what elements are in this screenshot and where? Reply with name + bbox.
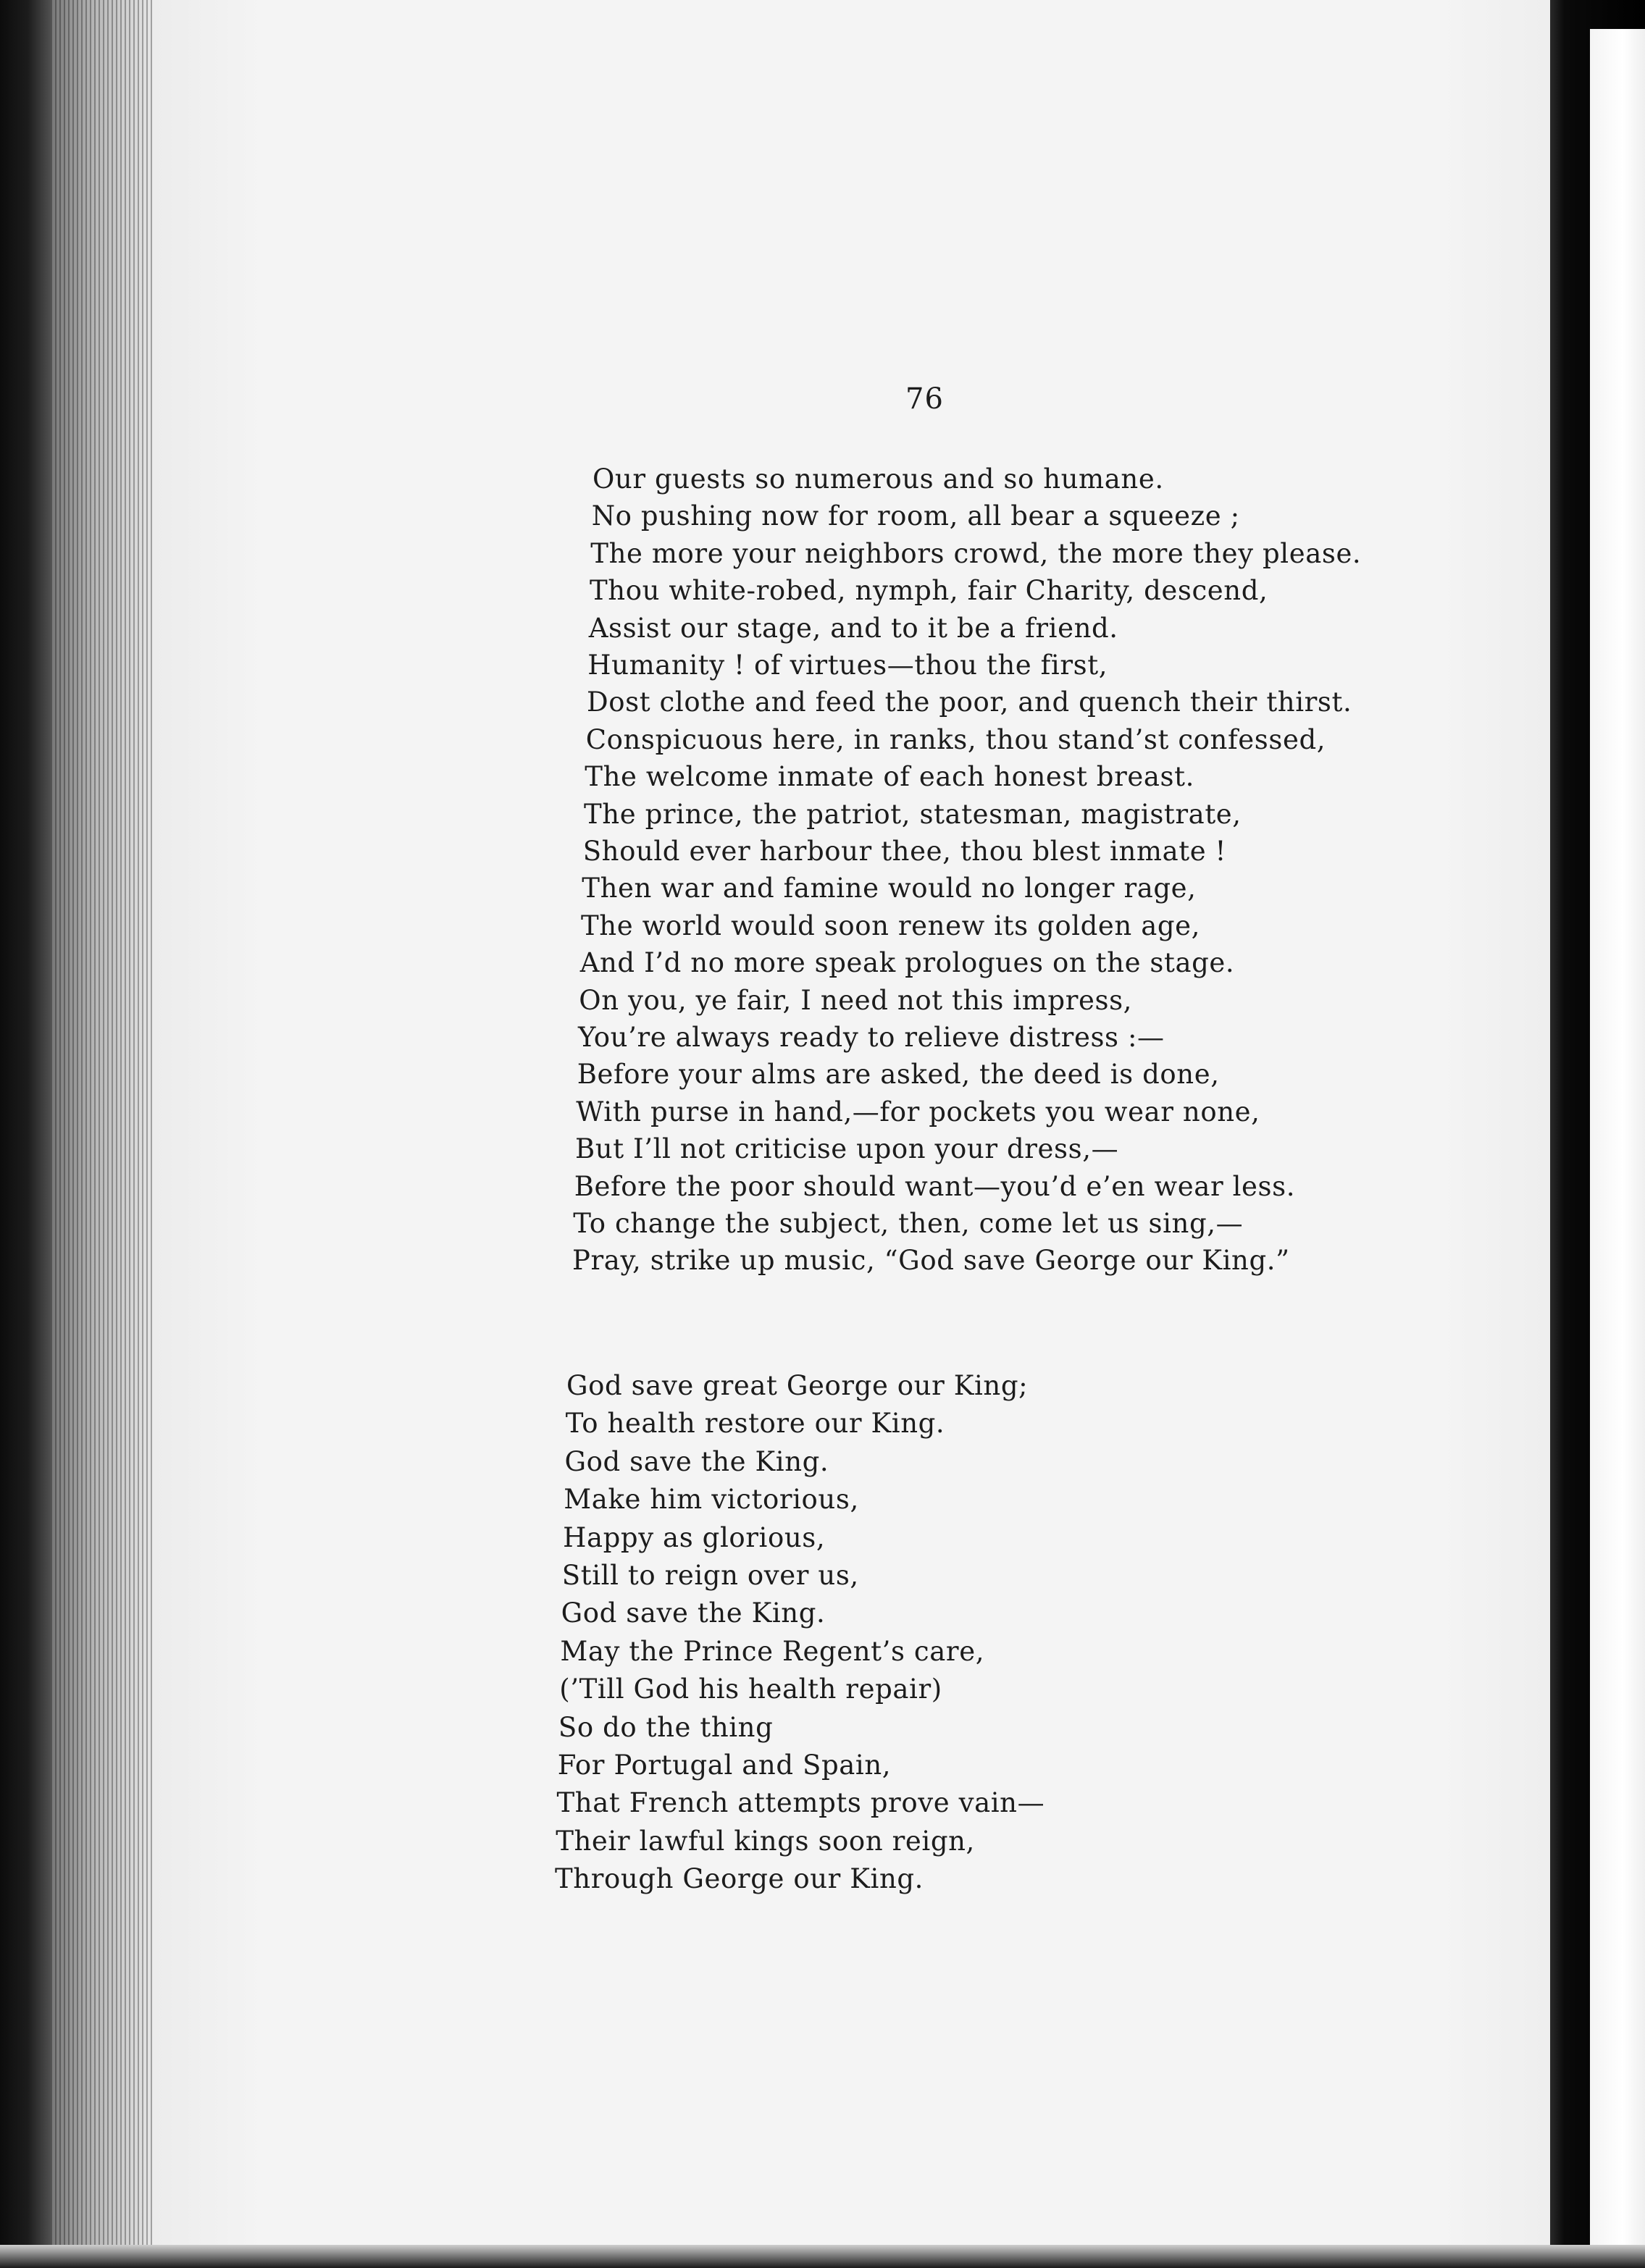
prologue-line: Humanity ! of virtues—thou the first, — [587, 650, 1108, 681]
anthem-line: Happy as glorious, — [563, 1521, 826, 1553]
anthem-line: So do the thing — [558, 1711, 774, 1743]
anthem-line: Make him victorious, — [564, 1484, 859, 1516]
prologue-line: You’re always ready to relieve distress :— — [578, 1022, 1165, 1053]
prologue-line: Our guests so numerous and so humane. — [593, 463, 1164, 495]
anthem-line: May the Prince Regent’s care, — [560, 1635, 985, 1667]
prologue-line: On you, ye fair, I need not this impress, — [579, 984, 1133, 1016]
anthem-line: God save great George our King; — [566, 1370, 1029, 1401]
anthem-line: Their lawful kings soon reign, — [556, 1825, 975, 1857]
prologue-line: Assist our stage, and to it be a friend. — [588, 612, 1118, 644]
prologue-line: The welcome inmate of each honest breast. — [585, 761, 1194, 793]
prologue-line: But I’ll not criticise upon your dress,— — [575, 1133, 1119, 1165]
prologue-line: Then war and famine would no longer rage, — [582, 873, 1197, 904]
anthem-line: (’Till God his health repair) — [559, 1673, 942, 1705]
prologue-line: Conspicuous here, in ranks, thou stand’st confessed, — [585, 723, 1326, 755]
anthem-line: To health restore our King. — [565, 1408, 945, 1440]
prologue-line: The prince, the patriot, statesman, magistrate, — [584, 798, 1242, 830]
anthem-line: Through George our King. — [555, 1863, 924, 1895]
page-number: 76 — [905, 382, 944, 416]
anthem-line: For Portugal and Spain, — [557, 1750, 892, 1781]
prologue-line: Pray, strike up music, “God save George our King.” — [572, 1245, 1290, 1277]
prologue-line: Thou white-robed, nymph, fair Charity, descend, — [590, 575, 1268, 607]
prologue-line: To change the subject, then, come let us sing,— — [573, 1208, 1244, 1239]
prologue-line: Before the poor should want—you’d e’en wear less. — [574, 1170, 1296, 1202]
prologue-line: Should ever harbour thee, thou blest inmate ! — [582, 836, 1227, 867]
anthem-line: That French attempts prove vain— — [556, 1787, 1045, 1819]
anthem-line: God save the King. — [564, 1445, 829, 1477]
prologue-line: Dost clothe and feed the poor, and quench their thirst. — [587, 686, 1352, 718]
prologue-line: The world would soon renew its golden age, — [581, 910, 1201, 941]
prologue-line: And I’d no more speak prologues on the stage. — [579, 947, 1235, 979]
anthem-line: God save the King. — [561, 1597, 826, 1629]
prologue-line: The more your neighbors crowd, the more they please. — [590, 537, 1362, 569]
prologue-line: No pushing now for room, all bear a squeeze ; — [591, 500, 1240, 532]
anthem-line: Still to reign over us, — [561, 1560, 859, 1591]
prologue-line: Before your alms are asked, the deed is done, — [577, 1059, 1220, 1091]
prologue-line: With purse in hand,—for pockets you wear none, — [576, 1096, 1260, 1127]
